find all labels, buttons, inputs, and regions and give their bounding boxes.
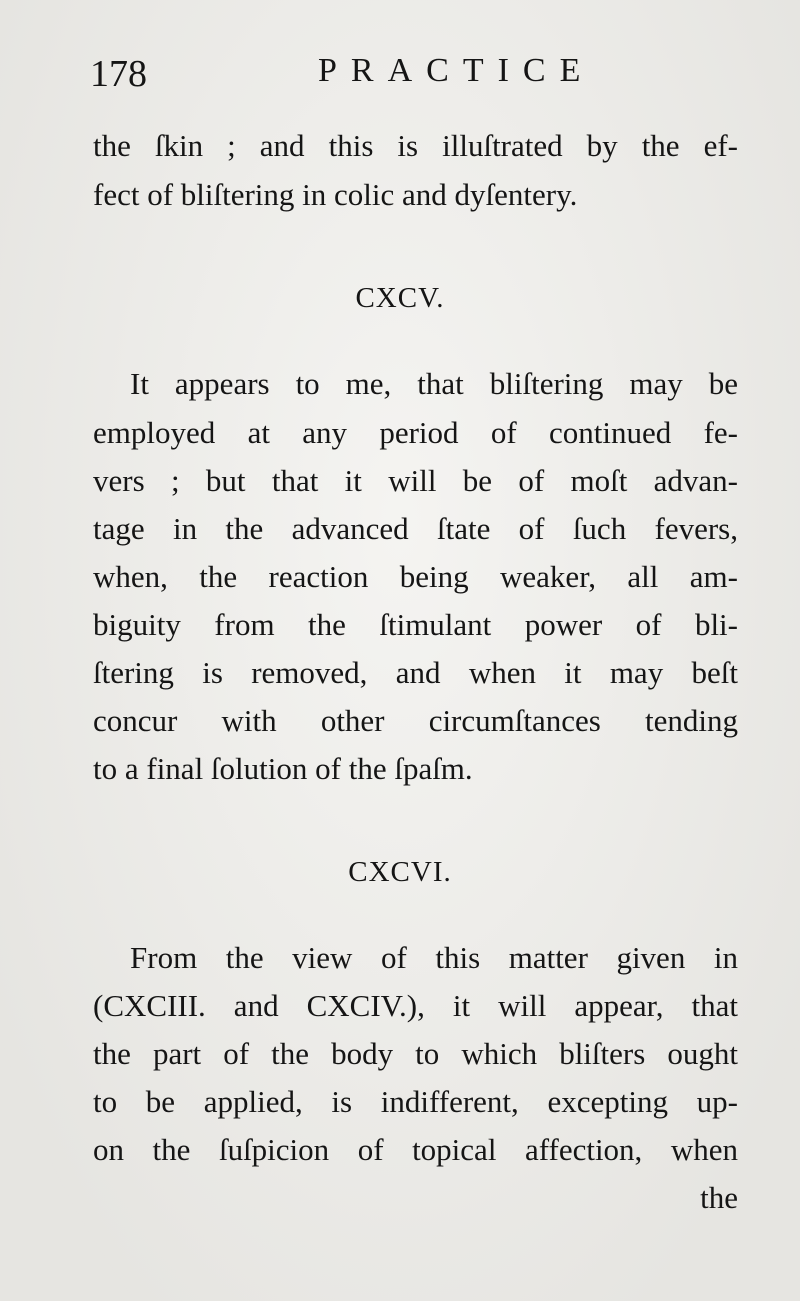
section-heading-cxcvi: CXCVI. xyxy=(348,856,452,888)
text-line: when, the reaction being weaker, all am- xyxy=(93,559,738,594)
page-header xyxy=(90,52,710,102)
text-line: to a final ſolution of the ſpaſm. xyxy=(93,751,473,786)
text-line: It appears to me, that bliſtering may be xyxy=(130,366,738,401)
text-line: concur with other circumſtances tending xyxy=(93,703,738,738)
text-line: From the view of this matter given in xyxy=(130,940,738,975)
text-line: tage in the advanced ſtate of ſuch fevers, xyxy=(93,511,738,546)
text-line: biguity from the ſtimulant power of bli- xyxy=(93,607,738,642)
text-line: (CXCIII. and CXCIV.), it will appear, that xyxy=(93,988,738,1023)
text-line: vers ; but that it will be of moſt advan- xyxy=(93,463,738,498)
text-line: the part of the body to which bliſters ought xyxy=(93,1036,738,1071)
section-heading-cxcv: CXCV. xyxy=(355,282,445,314)
page-number: 178 xyxy=(90,53,147,95)
text-line: fect of bliſtering in colic and dyſentery. xyxy=(93,177,578,212)
text-line: employed at any period of continued fe- xyxy=(93,415,738,450)
text-line: the ſkin ; and this is illuſtrated by the ef- xyxy=(93,128,738,163)
text-line: ſtering is removed, and when it may beſt xyxy=(93,655,738,690)
text-line: to be applied, is indifferent, excepting up- xyxy=(93,1084,738,1119)
running-head: PRACTICE xyxy=(318,52,595,89)
catchword: the xyxy=(700,1180,738,1215)
text-line: on the ſuſpicion of topical affection, when xyxy=(93,1132,738,1167)
